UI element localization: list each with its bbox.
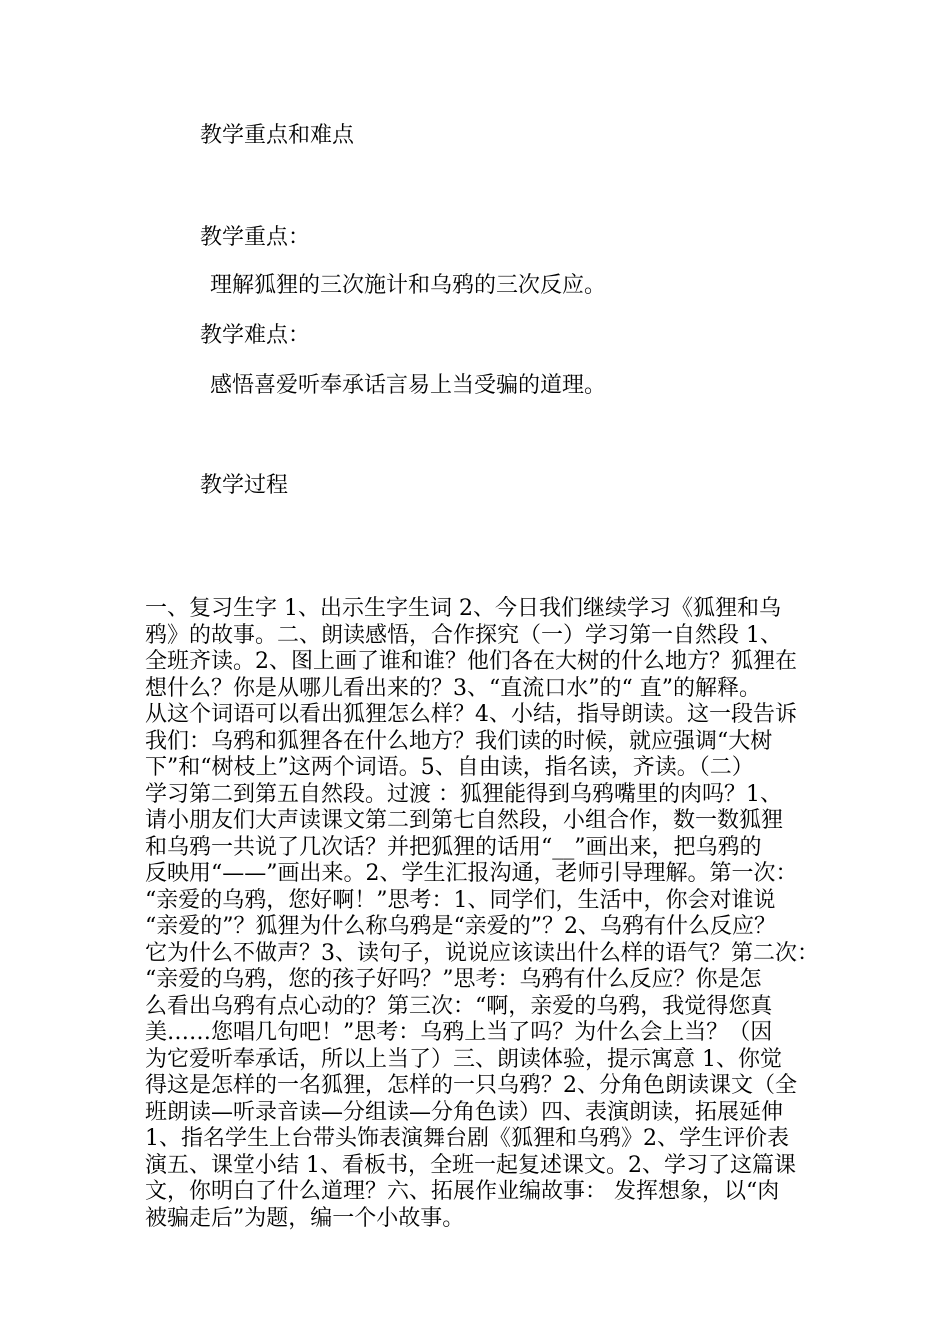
body-line: 全班齐读。2、图上画了谁和谁？他们各在大树的什么地方？狐狸在 [145, 649, 797, 674]
body-line: 学习第二到第五自然段。过渡 ：狐狸能得到乌鸦嘴里的肉吗？1、 [145, 781, 782, 807]
difficulty-label: 教学难点： [200, 323, 311, 348]
body-line: 得这是怎样的一名狐狸，怎样的一只乌鸦？2、分角色朗读课文（全 [145, 1073, 797, 1098]
body-line: 1、指名学生上台带头饰表演舞台剧《狐狸和乌鸦》2、学生评价表 [145, 1126, 789, 1151]
difficulty-text: 感悟喜爱听奉承话言易上当受骗的道理。 [210, 373, 607, 398]
body-line: 班朗读—听录音读—分组读—分角色读）四、表演朗读，拓展延伸 [145, 1099, 784, 1125]
body-line: 文，你明白了什么道理？六、拓展作业编故事： 发挥想象，以“肉 [145, 1179, 780, 1204]
teaching-process-body [145, 596, 825, 1232]
section-heading-process: 教学过程 [200, 473, 289, 498]
body-line: 么看出乌鸦有点心动的？第三次：“啊，亲爱的乌鸦，我觉得您真 [145, 993, 773, 1019]
key-point-text: 理解狐狸的三次施计和乌鸦的三次反应。 [210, 273, 607, 298]
body-line: 反映用“——”画出来。2、学生汇报沟通，老师引导理解。第一次： [145, 861, 798, 886]
body-line: 请小朋友们大声读课文第二到第七自然段，小组合作，数一数狐狸 [145, 808, 784, 833]
body-line: 它为什么不做声？3、读句子，说说应该读出什么样的语气？第二次： [145, 940, 819, 966]
key-point-label: 教学重点： [200, 225, 311, 250]
body-line: 鸦》的故事。二、朗读感悟，合作探究（一）学习第一自然段 1、 [145, 622, 782, 648]
body-line: 美……您唱几句吧！”思考：乌鸦上当了吗？为什么会上当？（因 [145, 1020, 773, 1045]
body-line: “亲爱的乌鸦，您的孩子好吗？”思考：乌鸦有什么反应？你是怎 [145, 967, 762, 992]
section-heading-key-points: 教学重点和难点 [200, 123, 355, 148]
body-line: 和乌鸦一共说了几次话？并把狐狸的话用“__”画出来，把乌鸦的 [145, 834, 762, 860]
body-line: 从这个词语可以看出狐狸怎么样？4、小结，指导朗读。这一段告诉 [145, 702, 797, 727]
body-line: 演五、课堂小结 1、看板书，全班一起复述课文。2、学习了这篇课 [145, 1152, 796, 1178]
body-line: 为它爱听奉承话，所以上当了）三、朗读体验，提示寓意 1、你觉 [145, 1046, 782, 1072]
body-line: 一、复习生字 1、出示生字生词 2、今日我们继续学习《狐狸和乌 [145, 596, 781, 621]
body-line: 我们：乌鸦和狐狸各在什么地方？我们读的时候，就应强调“大树 [145, 728, 773, 754]
body-line: 下”和“树枝上”这两个词语。5、自由读，指名读，齐读。（二） [145, 755, 754, 780]
body-line: 被骗走后”为题，编一个小故事。 [145, 1205, 465, 1231]
body-line: “亲爱的”？狐狸为什么称乌鸦是“亲爱的”？2、乌鸦有什么反应？ [145, 914, 776, 939]
body-line: “亲爱的乌鸦，您好啊！”思考：1、同学们，生活中，你会对谁说 [145, 887, 776, 913]
body-line: 想什么？你是从哪儿看出来的？3、“直流口水”的“ 直”的解释。 [145, 675, 761, 701]
